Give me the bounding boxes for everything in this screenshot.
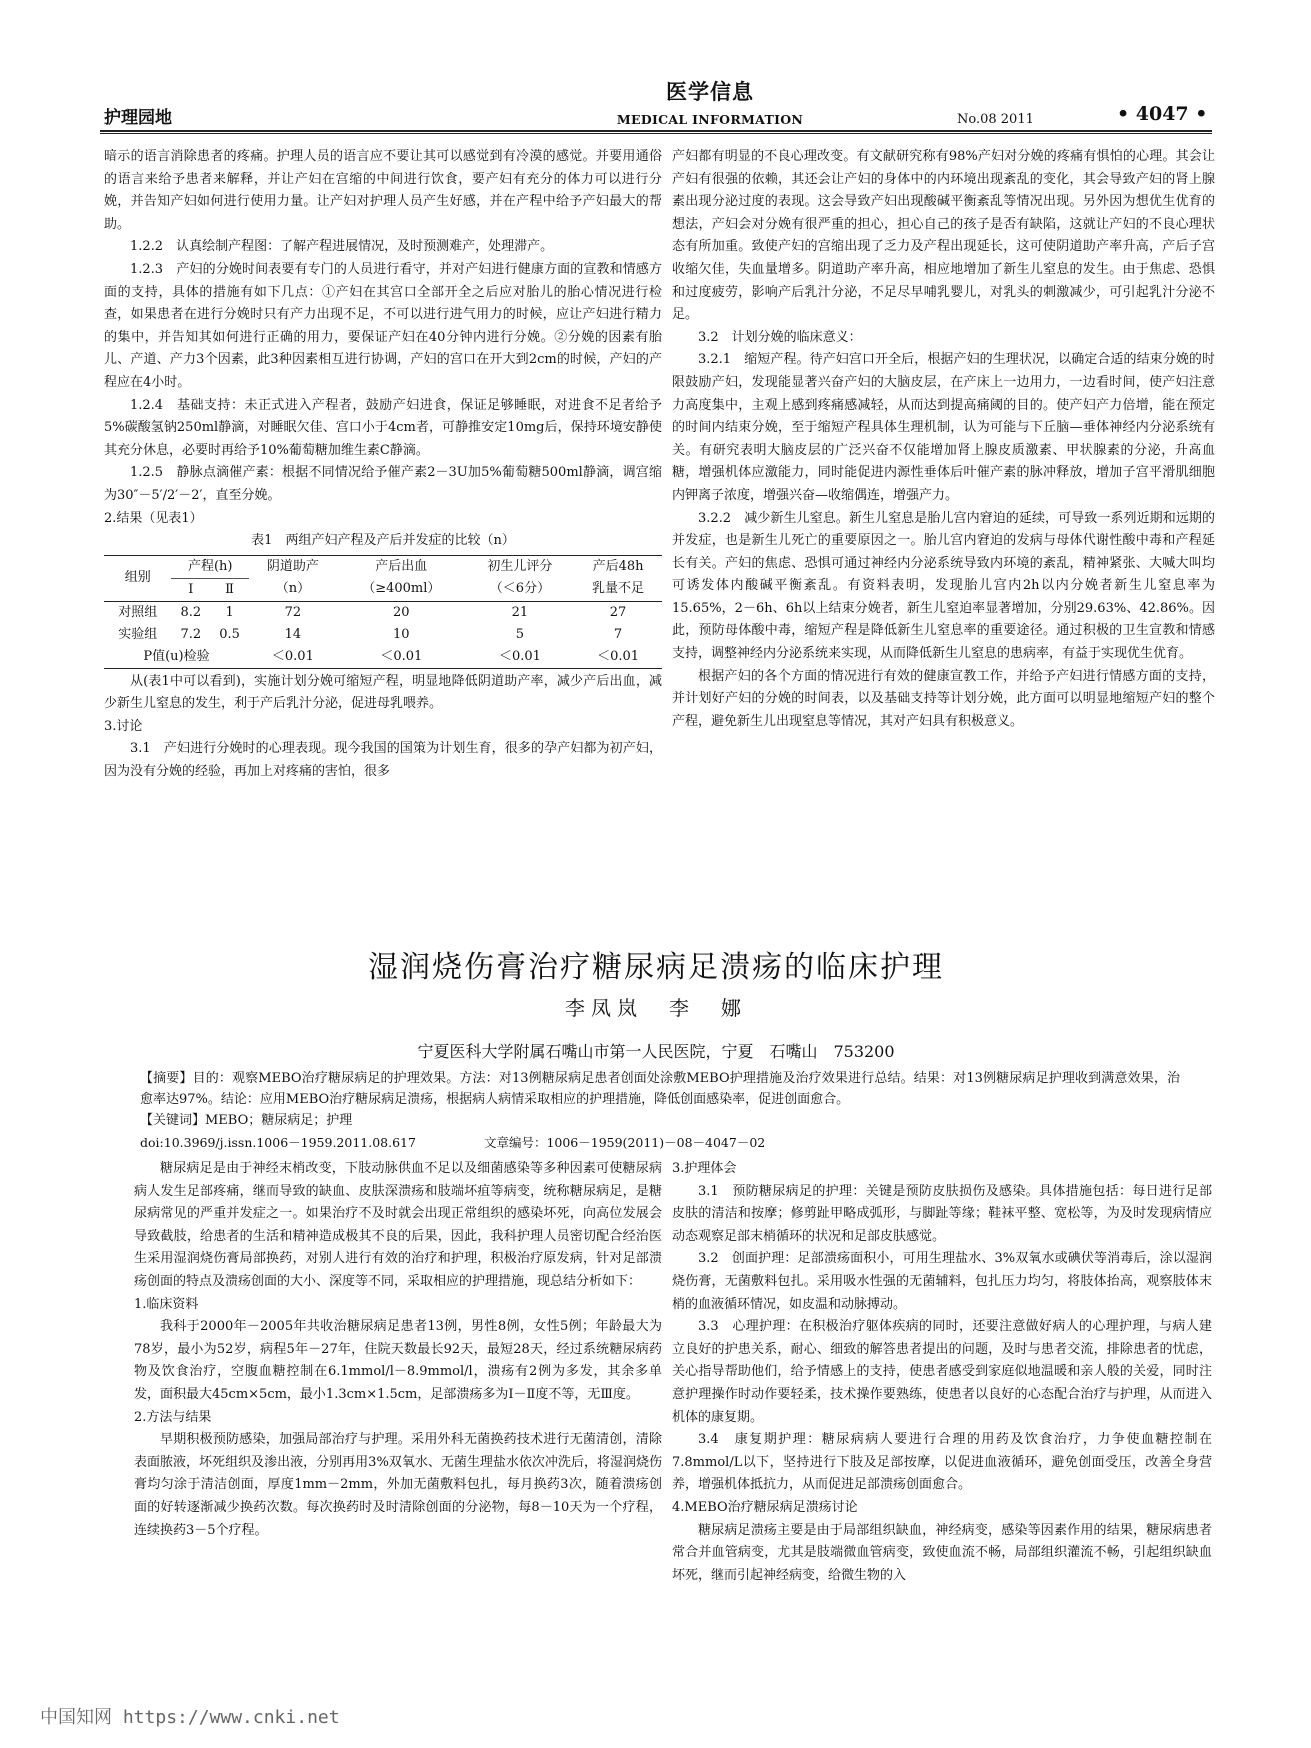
- table-cell: P值(u)检验: [104, 646, 249, 669]
- table-cell: ＜0.01: [466, 646, 574, 669]
- table-row: [104, 601, 662, 624]
- table-cell: 5: [515, 626, 525, 642]
- table-cell: 14: [284, 626, 302, 642]
- paragraph: 3.2.2 减少新生儿窒息。新生儿窒息是胎儿宫内窘迫的延续，可导致一系列近期和远期的并发症，也是新生儿死亡的重要原因之一。胎儿宫内窘迫的发病与母体代谢性酸中毒和产程延长有关。产妇的焦虑、恐惧可通过神经内分泌系统导致内环境的紊乱，精神紧张、大喊大叫均可诱发体内酸碱平衡紊乱。有资料表明，发现胎儿宫内2h以内分娩者新生儿窒息率为15.65%，2－6h、6h以上结束分娩者，新生儿窒迫率显著增加，分别29.63%、42.86%。因此，预防母体酸中毒，缩短产程是降低新生儿窒息率的重要途径。通过积极的卫生宣教和情感支持，调整神经内分泌系统来实现，从而降低新生儿窒息的患病率，有益于实现优生优育。: [672, 510, 1215, 662]
- table-header: 产程(h): [171, 555, 248, 578]
- cnki-site-name: 中国知网: [40, 1707, 112, 1728]
- paragraph: 3.4 康复期护理：糖尿病病人要进行合理的用药及饮食治疗，力争使血糖控制在7.8mmol/L以下，坚持进行下肢及足部按摩，以促进血液循环，避免创面受压，改善全身营养，增强机体抵抗力，从而促进足部溃疡创面愈合。: [672, 1432, 1212, 1493]
- section-heading: 2.方法与结果: [134, 1409, 212, 1425]
- paragraph: 从(表1中可以看到)，实施计划分娩可缩短产程，明显地降低阴道助产率，减少产后出血，减少新生儿窒息的发生，利于产后乳汁分泌，促进母乳喂养。: [104, 673, 662, 712]
- table-cell: ＜0.01: [249, 646, 337, 669]
- table-header: （＜6分）: [489, 581, 551, 597]
- table-row: [104, 646, 662, 669]
- section-heading: 3.讨论: [104, 718, 143, 734]
- table-cell: 0.5: [219, 626, 240, 642]
- paragraph: 3.1 产妇进行分娩时的心理表现。现今我国的国策为计划生育，很多的孕产妇都为初产妇，因为没有分娩的经验，再加上对疼痛的害怕，很多: [104, 741, 662, 780]
- paragraph: 糖尿病足是由于神经末梢改变，下肢动脉供血不足以及细菌感染等多种因素可使糖尿病病人发生足部疼痛，继而导致的缺血、皮肤深溃疡和肢端坏疽等病变，统称糖尿病足，是糖尿病常见的严重并发症之一。如果治疗不及时就会出现正常组织的感染坏死，向高位发展会导致截肢，给患者的生活和精神造成极其不良的后果，因此，我科护理人员密切配合经治医生采用湿润烧伤膏局部换药，对别人进行有效的治疗和护理，积极治疗原发病，针对足部溃疡创面的特点及溃疡创面的大小、深度等不同，采取相应的护理措施，现总结分析如下：: [134, 1161, 662, 1289]
- section-name: 护理园地: [104, 108, 172, 128]
- paragraph: 早期积极预防感染，加强局部治疗与护理。采用外科无菌换药技术进行无菌清创，清除表面脓液，坏死组织及渗出液，分别再用3%双氧水、无菌生理盐水依次冲洗后，将湿润烧伤膏均匀涂于清洁创面，厚度1mm－2mm，外加无菌敷料包扎，每月换药3次，随着溃疡创面的好转逐渐减少换药次数。每次换药时及时清除创面的分泌物，每8－10天为一个疗程，连续换药3－5个疗程。: [134, 1432, 662, 1538]
- table-header: 组别: [104, 555, 171, 601]
- section-heading: 2.结果（见表1）: [104, 510, 203, 526]
- section-heading: 3.2 计划分娩的临床意义：: [698, 329, 862, 345]
- paragraph: 1.2.2 认真绘制产程图：了解产程进展情况，及时预测难产，处理滞产。: [130, 239, 554, 255]
- section-heading: 1.临床资料: [134, 1296, 199, 1312]
- table-cell: 10: [393, 626, 410, 642]
- article-right-column: [672, 1158, 1212, 1587]
- article-title: 湿润烧伤膏治疗糖尿病足溃疡的临床护理: [368, 950, 944, 985]
- header-rule: [100, 130, 1212, 132]
- section-heading: 3.护理体会: [672, 1161, 737, 1176]
- paragraph: 暗示的语言消除患者的疼痛。护理人员的语言应不要让其可以感觉到有冷漠的感觉。并要用通俗的语言来给予患者来解释，并让产妇在宫缩的中间进行饮食，要产妇有充分的体力可以进行分娩，并告知产妇如何进行使用力量。让产妇对护理人员产生好感，并在产程中给予产妇最大的帮助。: [104, 149, 662, 232]
- keywords: 【关键词】MEBO；糖尿病足；护理: [140, 1113, 353, 1128]
- table-header: （≥400ml）: [362, 581, 441, 597]
- table-header: 阴道助产: [249, 555, 337, 578]
- table-header: 初生儿评分: [466, 555, 574, 578]
- paragraph: 3.2 创面护理：足部溃疡面积小，可用生理盐水、3%双氧水或碘伏等消毒后，涂以湿润烧伤膏，无菌敷料包扎。采用吸水性强的无菌辅料，包扎压力均匀，将肢体抬高，观察肢体末梢的血液循环情况，如皮温和动脉搏动。: [672, 1251, 1212, 1312]
- cnki-url: https://www.cnki.net: [122, 1707, 340, 1728]
- table-cell: 21: [466, 601, 574, 624]
- table-cell: ＜0.01: [574, 646, 662, 669]
- paragraph: 我科于2000年－2005年共收治糖尿病足患者13例，男性8例，女性5例；年龄最大为78岁，最小为52岁，病程5年－27年，住院天数最长92天，最短28天，经过系统糖尿病药物及饮食治疗，空腹血糖控制在6.1mmol/l－8.9mmol/l，溃疡有2例为多发，其余多单发，面积最大45cm×5cm，最小1.3cm×1.5cm，足部溃疡多为Ⅰ－Ⅱ度不等，无Ⅲ度。: [134, 1319, 662, 1402]
- paragraph: 1.2.4 基础支持：未正式进入产程者，鼓励产妇进食，保证足够睡眠，对进食不足者给予5%碳酸氢钠250ml静滴，对睡眠欠佳、宫口小于4cm者，可静推安定10mg后，保持环境安静使其充分休息，必要时再给予10%葡萄糖加维生素C静滴。: [104, 397, 662, 458]
- table-cell: 1: [210, 601, 249, 624]
- abstract-block: [140, 1068, 1180, 1131]
- article-meta: [140, 1133, 1180, 1151]
- page-number: • 4047 •: [1117, 103, 1208, 125]
- header-rule-thin: [100, 133, 1212, 134]
- article-left-column: [134, 1158, 662, 1542]
- article-affiliation: 宁夏医科大学附属石嘴山市第一人民医院，宁夏 石嘴山 753200: [417, 1042, 895, 1061]
- table-cell: 对照组: [104, 601, 171, 624]
- table-caption: 表1 两组产妇产程及产后并发症的比较（n）: [251, 533, 515, 549]
- issue-number: No.08 2011: [957, 112, 1034, 127]
- table-cell: 72: [249, 601, 337, 624]
- cnki-watermark: [40, 1703, 340, 1729]
- table-cell: 20: [337, 601, 466, 624]
- paragraph: 1.2.5 静脉点滴催产素：根据不同情况给予催产素2－3U加5%葡萄糖500ml静滴，调宫缩为30″－5′/2′－2′，直至分娩。: [104, 465, 662, 503]
- table-cell: 8.2: [171, 601, 210, 624]
- table-cell: 27: [574, 601, 662, 624]
- table-header: 乳量不足: [592, 581, 645, 597]
- table-header: Ⅰ: [171, 578, 210, 601]
- paragraph: 产妇都有明显的不良心理改变。有文献研究称有98%产妇对分娩的疼痛有惧怕的心理。其会让产妇有很强的依赖，其还会让产妇的身体中的内环境出现紊乱的变化，其会导致产妇的肾上腺素出现分泌过度的表现。这会导致产妇出现酸碱平衡紊乱等情况出现。另外因为想优生优育的想法，产妇会对分娩有很严重的担心，担心自己的孩子是否有缺陷，这就让产妇的不良心理状态有所加重。致使产妇的宫缩出现了乏力及产程出现延长，这可使阴道助产率升高，产后子宫收缩欠佳，失血量增多。阴道助产率升高，相应地增加了新生儿窒息的发生。由于焦虑、恐惧和过度疲劳，影响产后乳汁分泌，不足尽早哺乳婴儿，对乳头的刺激减少，可引起乳汁分泌不足。: [672, 149, 1215, 323]
- results-table: [104, 555, 662, 669]
- abstract: 【摘要】目的：观察MEBO治疗糖尿病足的护理效果。方法：对13例糖尿病足患者创面处涂敷MEBO护理措施及治疗效果进行总结。结果：对13例糖尿病足护理收到满意效果，治愈率达97%。结论：应用MEBO治疗糖尿病足溃疡，根据病人病情采取相应的护理措施，降低创面感染率，促进创面愈合。: [140, 1071, 1180, 1107]
- table-header: Ⅱ: [210, 578, 249, 601]
- paragraph: 3.1 预防糖尿病足的护理：关键是预防皮肤损伤及感染。具体措施包括：每日进行足部皮肤的清洁和按摩；修剪趾甲略成弧形，与脚趾等缘；鞋袜平整、宽松等，为及时发现病情应动态观察足部末梢循环的状况和足部皮肤感觉。: [672, 1183, 1212, 1244]
- table-header: 产后48h: [574, 555, 662, 578]
- table-header: （n）: [275, 581, 311, 597]
- section-heading: 4.MEBO治疗糖尿病足溃疡讨论: [672, 1499, 858, 1515]
- journal-title-en: MEDICAL INFORMATION: [616, 112, 804, 127]
- doi: doi:10.3969/j.issn.1006－1959.2011.08.617: [140, 1135, 416, 1150]
- table-cell: 7: [613, 626, 623, 642]
- article-authors: 李凤岚 李 娜: [565, 996, 747, 1020]
- journal-title-cn: 医学信息: [666, 80, 754, 104]
- paragraph: 糖尿病足溃疡主要是由于局部组织缺血，神经病变，感染等因素作用的结果，糖尿病患者常合并血管病变，尤其是肢端微血管病变，致使血流不畅，局部组织灌流不畅，引起组织缺血坏死，继而引起神经病变，给微生物的入: [672, 1522, 1212, 1583]
- table-cell: 7.2: [180, 626, 202, 642]
- table-row: [104, 624, 662, 646]
- table-cell: ＜0.01: [337, 646, 466, 669]
- prev-article-left-column: [104, 146, 662, 784]
- table-cell: 实验组: [118, 626, 158, 642]
- table-header: 产后出血: [337, 555, 466, 578]
- paragraph: 根据产妇的各个方面的情况进行有效的健康宣教工作，并给予产妇进行情感方面的支持，并计划好产妇的分娩的时间表，以及基础支持等计划分娩，此方面可以明显地缩短产妇的整个产程，避免新生儿出现窒息等情况，其对产妇具有积极意义。: [672, 668, 1215, 729]
- paragraph: 3.2.1 缩短产程。待产妇宫口开全后，根据产妇的生理状况，以确定合适的结束分娩的时限鼓励产妇，发现能显著兴奋产妇的大脑皮层，在产床上一边用力，一边看时间，使产妇注意力高度集中，主观上感到疼痛感减轻，从而达到提高痛阈的目的。使产妇产力倍增，能在预定的时间内结束分娩，至于缩短产程具体生理机制，认为可能与下丘脑—垂体神经内分泌系统有关。有研究表明大脑皮层的广泛兴奋不仅能增加肾上腺皮质激素、甲状腺素的分泌，升高血糖，增强机体应激能力，同时能促进内源性垂体后叶催产素的脉冲释放，增加子宫平滑肌细胞内钾离子浓度，增强兴奋—收缩偶连，增强产力。: [672, 352, 1215, 503]
- article-number: 文章编号：1006－1959(2011)－08－4047－02: [483, 1135, 766, 1150]
- prev-article-right-column: [672, 146, 1215, 733]
- paragraph: 3.3 心理护理：在积极治疗躯体疾病的同时，还要注意做好病人的心理护理，与病人建立良好的护患关系，耐心、细致的解答患者提出的问题，及时与患者交流，排除患者的忧虑，关心指导帮助他们，给予情感上的支持，使患者感受到家庭似地温暖和亲人般的关爱，同时注意护理操作时动作要轻柔，技术操作要熟练，使患者以良好的心态配合治疗与护理，从而进入机体的康复期。: [672, 1319, 1212, 1425]
- paragraph: 1.2.3 产妇的分娩时间表要有专门的人员进行看守，并对产妇进行健康方面的宣教和情感方面的支持，具体的措施有如下几点：①产妇在其宫口全部开全之后应对胎儿的胎心情况进行检查，如果患者在进行分娩时只有产力出现不足，不可以进行进气用力的时候，应让产妇进行精力的集中，并告知其如何进行正确的用力，要保证产妇在40分钟内进行分娩。②分娩的因素有胎儿、产道、产力3个因素，此3种因素相互进行协调，产妇的宫口在开大到2cm的时候，产妇的产程应在4小时。: [104, 261, 662, 390]
